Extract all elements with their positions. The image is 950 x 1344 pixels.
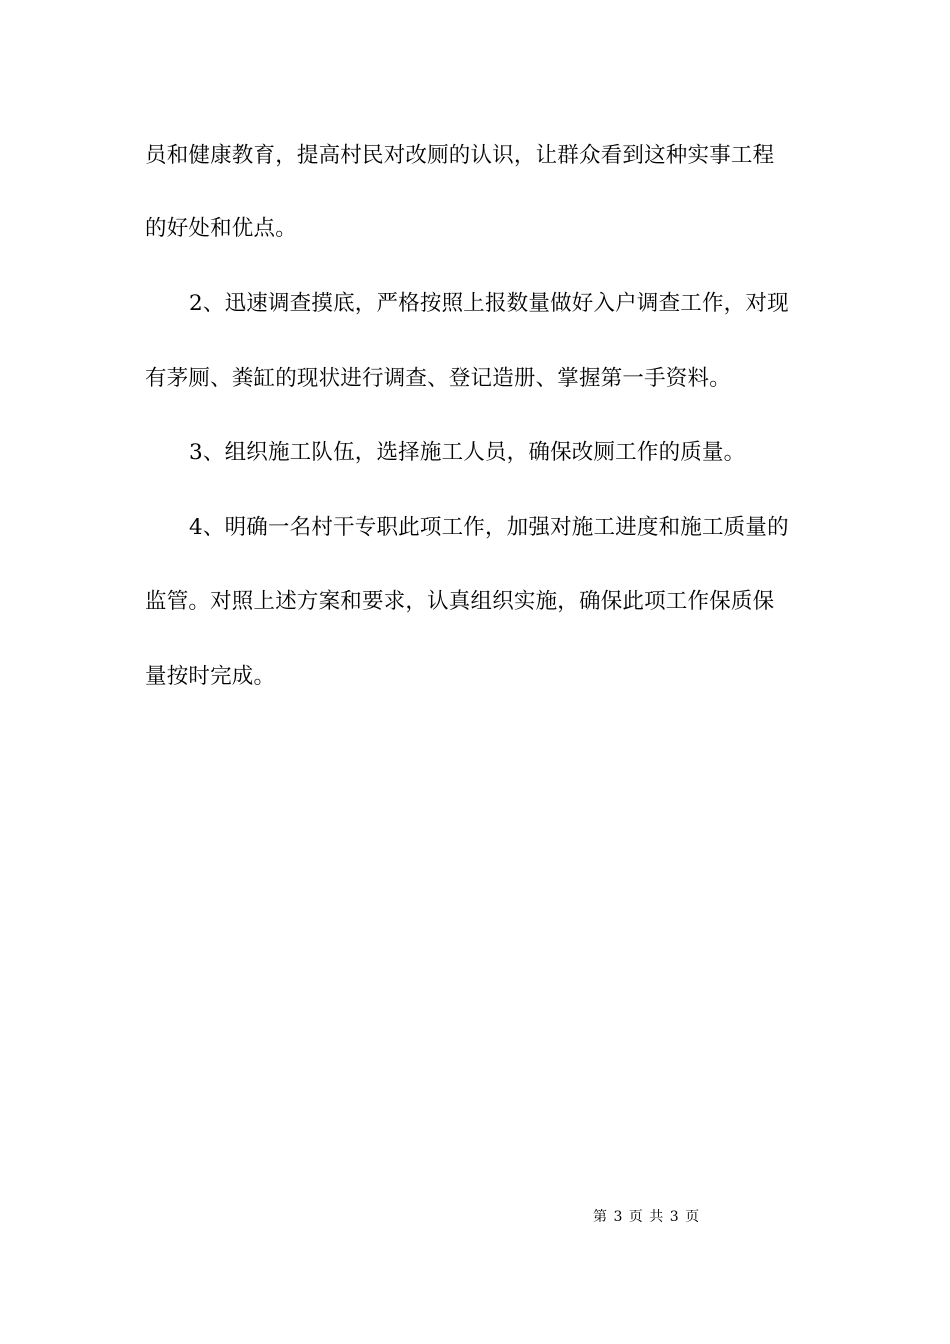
list-item-line: 4、明确一名村干专职此项工作，加强对施工进度和施工质量的 (189, 515, 789, 540)
list-item-line: 3、组织施工队伍，选择施工人员，确保改厕工作的质量。 (189, 440, 746, 465)
paragraph-line: 的好处和优点。 (145, 216, 297, 241)
paragraph-line: 员和健康教育，提高村民对改厕的认识，让群众看到这种实事工程 (145, 143, 775, 168)
paragraph-line: 有茅厕、粪缸的现状进行调查、登记造册、掌握第一手资料。 (145, 366, 731, 391)
paragraph-line: 量按时完成。 (145, 664, 276, 689)
page-number-footer: 第 3 页 共 3 页 (593, 1209, 700, 1225)
list-item-line: 2、迅速调查摸底，严格按照上报数量做好入户调查工作，对现 (189, 291, 789, 316)
paragraph-line: 监管。对照上述方案和要求，认真组织实施，确保此项工作保质保 (145, 589, 775, 614)
